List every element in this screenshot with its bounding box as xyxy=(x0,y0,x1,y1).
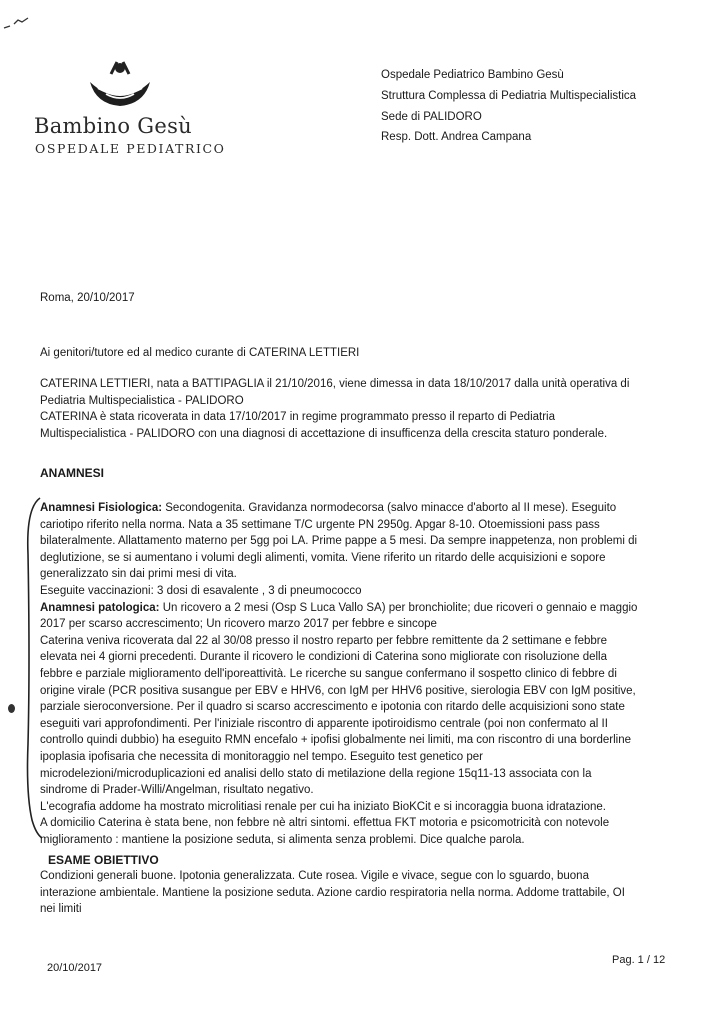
text-line: parziale sieroconversione. Per il quadro si scarso accrescimento e ipotonia con ritardo delle acquisizioni sono state xyxy=(40,701,625,714)
intro-line: Pediatria Multispecialistica - PALIDORO xyxy=(40,394,244,407)
text-line: miglioramento : mantiene la posizione seduta, si alimenta senza problemi. Dice qualche parola. xyxy=(40,833,525,846)
text-line: ipoplasia ipofisaria che necessita di monitoraggio nel tempo. Eseguito test genetico per xyxy=(40,750,484,763)
text-line: eseguiti vari approfondimenti. Per l'iniziale riscontro di apparente ipotiroidismo centrale (poi non confermato al II xyxy=(40,717,608,730)
header-line: Ospedale Pediatrico Bambino Gesù xyxy=(381,69,564,81)
anamnesi-patologica-label: Anamnesi patologica: xyxy=(40,601,160,614)
hospital-subtitle: OSPEDALE PEDIATRICO xyxy=(35,141,226,156)
place-date: Roma, 20/10/2017 xyxy=(40,292,135,304)
text-line: A domicilio Caterina è stata bene, non febbre nè altri sintomi. effettua FKT motoria e psicomotricità con notevole xyxy=(40,817,610,830)
footer-date: 20/10/2017 xyxy=(47,962,103,974)
page-number: Pag. 1 / 12 xyxy=(612,954,666,966)
text-line: Condizioni generali buone. Ipotonia generalizzata. Cute rosea. Vigile e vivace, segue con lo sguardo, buona xyxy=(40,870,589,882)
hospital-name: Bambino Gesù xyxy=(34,114,192,138)
intro-line: Multispecialistica - PALIDORO con una diagnosi di accettazione di insufficenza della crescita staturo ponderale. xyxy=(40,427,608,440)
intro-text xyxy=(40,376,670,442)
esame-obiettivo-body xyxy=(40,868,670,918)
handwritten-dot xyxy=(8,704,15,713)
anamnesi-fisiologica-label: Anamnesi Fisiologica: xyxy=(40,502,163,514)
text-line: controllo quindi dubbio) ha eseguito RMN encefalo + ipofisi globalmente nei limiti, ma con riscontro di una borderline xyxy=(40,734,631,747)
text-line: microdelezioni/microduplicazioni ed analisi dello stato di metilazione della regione 15q11-13 associata con la xyxy=(40,767,592,780)
anamnesi-fisiologica-line xyxy=(40,500,670,517)
intro-line: CATERINA LETTIERI, nata a BATTIPAGLIA il 21/10/2016, viene dimessa in data 18/10/2017 dalla unità operativa di xyxy=(40,378,630,390)
anamnesi-patologica-line xyxy=(40,600,670,617)
anamnesi-patologica-text: Un ricovero a 2 mesi (Osp S Luca Vallo SA) per bronchiolite; due ricoveri o gennaio e maggio xyxy=(159,601,638,614)
anamnesi-heading: ANAMNESI xyxy=(40,466,105,480)
anamnesi-body xyxy=(40,500,670,848)
text-line: origine virale (PCR positiva susangue per EBV e HHV6, con IgM per HHV6 positive, sierologia EBV con IgM positive, xyxy=(40,684,636,697)
text-line: febbre e parziale miglioramento dell'iporeattività. Le ricerche su sangue confermano il sospetto clinico di febbre di xyxy=(40,667,617,680)
text-line: nei limiti xyxy=(40,903,82,916)
addressee: Ai genitori/tutore ed al medico curante di CATERINA LETTIERI xyxy=(40,347,360,359)
intro-line: CATERINA è stata ricoverata in data 17/10/2017 in regime programmato presso il reparto di Pediatria xyxy=(40,411,555,424)
anamnesi-fisiologica-text: Secondogenita. Gravidanza normodecorsa (salvo minacce d'aborto al II mese). Eseguito xyxy=(162,502,617,514)
hospital-logo-icon xyxy=(84,60,156,112)
text-line: bilateralmente. Allattamento materno per 5gg poi LA. Prime pappe a 5 mesi. Da sempre inappetenza, non problemi di xyxy=(40,535,638,548)
text-line: L'ecografia addome ha mostrato microlitiasi renale per cui ha iniziato BioKCit e si incoraggia buona idratazione. xyxy=(40,800,607,813)
scan-mark xyxy=(2,14,32,34)
text-line: sindrome di Prader-Willi/Angelman, risultato negativo. xyxy=(40,784,314,797)
text-line: Eseguite vaccinazioni: 3 dosi di esavalente , 3 di pneumococco xyxy=(40,584,362,597)
text-line: generalizzato sin dai primi mesi di vita. xyxy=(40,568,237,581)
text-line: elevata nei 4 giorni precedenti. Durante il ricovero le condizioni di Caterina sono migliorate con risoluzione della xyxy=(40,651,608,664)
header-line: Sede di PALIDORO xyxy=(381,111,482,123)
text-line: 2017 per scarso accrescimento; Un ricovero marzo 2017 per febbre e sincope xyxy=(40,618,437,631)
text-line: deglutizione, se si aumentano i volumi degli alimenti, vomita. Viene riferito un ritardo delle acquisizioni e sopore xyxy=(40,551,606,564)
header-line: Struttura Complessa di Pediatria Multispecialistica xyxy=(381,90,637,102)
text-line: Caterina veniva ricoverata dal 22 al 30/08 presso il nostro reparto per febbre remittente da 2 settimane e febbre xyxy=(40,634,608,647)
header-line: Resp. Dott. Andrea Campana xyxy=(381,131,532,143)
text-line: cariotipo riferito nella norma. Nata a 35 settimane T/C urgente PN 2950g. Apgar 8-10. Otoemissioni pass pass xyxy=(40,518,600,531)
esame-obiettivo-heading: ESAME OBIETTIVO xyxy=(48,853,159,867)
text-line: interazione ambientale. Mantiene la posizione seduta. Azione cardio respiratoria nella norma. Addome trattabile, OI xyxy=(40,886,625,899)
